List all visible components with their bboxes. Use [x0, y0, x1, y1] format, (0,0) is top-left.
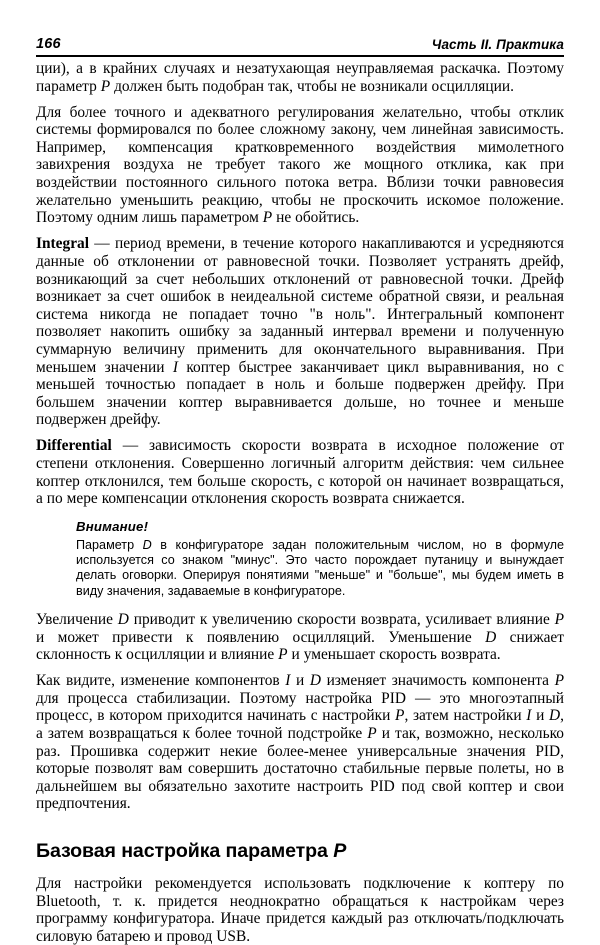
term-integral: Integral — [36, 235, 90, 253]
running-title: Часть II. Практика — [431, 37, 564, 52]
paragraph-text: ции), а в крайних случаях и незатухающая неуправляемая раскачка. Поэтому параметр P должен быть подобран так, чтобы не возникали осцилляции. — [36, 60, 564, 95]
paragraph-text: Как видите, изменение компонентов I и D изменяет значимость компонента P для процесса стабилизации. Поэтому настройка PID — это многоэтапный процесс, в котором приходится начинать с настройки P, затем настройки I и D, а затем возвращаться к более точной подстройке P и так, возможно, несколько раз. Прошивка содержит некие более-менее универсальные значения PID, которые позволят вам совершить достаточно стабильные первые полеты, но в дальнейшем вы обязательно захотите настроить PID под свой коптер и свои предпочтения. — [36, 672, 564, 813]
paragraph-pid-multistage — [36, 672, 564, 813]
paragraph-response-law — [36, 104, 564, 227]
section-heading — [36, 839, 564, 863]
paragraph-text: — период времени, в течение которого накапливаются и усредняются данные об отклонении от равновесной точки. Позволяет устранять дрейф, возникающий за счет небольших отклонений от равновесной точки. Дрейф возникает за счет ошибок в неидеальной системе обратной связи, и реальная система никогда не попадает точно "в ноль". Интегральный компонент позволяет накопить ошибку за заданный интервал времени и полученную суммарную величину применить для окончательного выравнивания. При меньшем значении I коптер быстрее заканчивает цикл выравнивания, но с меньшей точностью попадает в ноль и больше подвержен дрейфу. При большем значении коптер выравнивается дольше, но точнее и меньше подвержен дрейфу. — [36, 235, 564, 429]
running-head — [36, 28, 564, 57]
text-column — [36, 60, 564, 945]
paragraph-text: — зависимость скорости возврата в исходное положение от степени отклонения. Совершенно логичный алгоритм действия: чем сильнее коптер отклонился, тем больше скорость, с которой он начинает возвращаться, а по мере компенсации отклонения скорость возврата снижается. — [36, 437, 564, 508]
paragraph-text: Увеличение D приводит к увеличению скорости возврата, усиливает влияние P и может привести к появлению осцилляций. Уменьшение D снижает склонность к осцилляции и влияние P и уменьшает скорость возврата. — [36, 610, 564, 664]
paragraph-text: Для более точного и адекватного регулирования желательно, чтобы отклик системы формировался по более сложному закону, чем линейная зависимость. Например, компенсация кратковременного воздействия мимолетного завихрения воздуха не требует такого же мощного отклика, как при воздействии постоянного сильного потока ветра. Вблизи точки равновесия желательно уменьшить реакцию, чтобы не проскочить искомое положение. Поэтому одним лишь параметром P не обойтись. — [36, 103, 564, 227]
paragraph-increase-d — [36, 611, 564, 664]
admonition-warning — [36, 519, 564, 599]
paragraph-integral — [36, 235, 564, 429]
admonition-body: Параметр D в конфигураторе задан положительным числом, но в формуле используется со знаком "минус". Это часто порождает путаницу и вынуждает делать оговорки. Оперируя понятиями "меньше" и "больше", мы будем иметь в виду значения, задаваемые в конфигураторе. — [76, 537, 564, 598]
admonition-title: Внимание! — [76, 518, 149, 534]
term-differential: Differential — [36, 437, 112, 455]
section-heading-text: Базовая настройка параметра — [36, 839, 334, 862]
paragraph-differential — [36, 437, 564, 507]
page-number: 166 — [36, 36, 61, 52]
section-heading-symbol: P — [333, 839, 347, 862]
paragraph-bluetooth-setup — [36, 875, 564, 945]
paragraph-oscillation — [36, 60, 564, 95]
paragraph-text: Для настройки рекомендуется использовать подключение к коптеру по Bluetooth, т. к. придется неоднократно обращаться к настройкам через программу конфигуратора. Иначе придется каждый раз отключать/подключать силовую батарею и провод USB. — [36, 874, 564, 945]
